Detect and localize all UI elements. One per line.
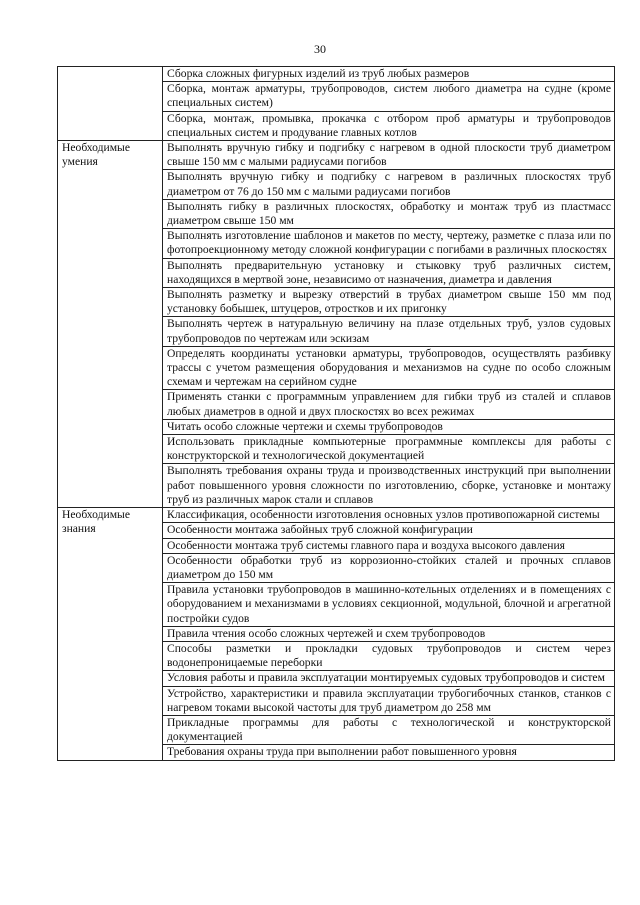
- requirement-item: Прикладные программы для работы с технологической и конструкторской документацией: [163, 715, 615, 744]
- page-number: 30: [314, 42, 326, 56]
- requirement-item: Выполнять предварительную установку и стыковку труб различных систем, находящихся в мертвой зоне, независимо от назначения, диаметра и давления: [163, 258, 615, 287]
- requirement-item: Выполнять чертеж в натуральную величину на плазе отдельных труб, узлов судовых трубопроводов по чертежам или эскизам: [163, 317, 615, 346]
- requirement-item: Требования охраны труда при выполнении работ повышенного уровня: [163, 745, 615, 760]
- requirement-item: Выполнять вручную гибку и подгибку с нагревом в одной плоскости труб диаметром свыше 150 мм с малыми радиусами погибов: [163, 141, 615, 170]
- requirement-item: Сборка, монтаж, промывка, прокачка с отбором проб арматуры и трубопроводов специальных систем и продувание главных котлов: [163, 111, 615, 140]
- table-row: [58, 67, 615, 82]
- section-label: Необходимые умения: [58, 141, 163, 508]
- requirement-item: Использовать прикладные компьютерные программные комплексы для работы с конструкторской и технологической документацией: [163, 435, 615, 464]
- requirement-item: Правила установки трубопроводов в машинно-котельных отделениях и в помещениях с оборудованием и механизмами в условиях секционной, модульной, блочной и агрегатной постройки судов: [163, 583, 615, 627]
- requirement-item: Выполнять изготовление шаблонов и макетов по месту, чертежу, разметке с плаза или по фотопроекционному методу сложной конфигурации с погибами в различных плоскостях: [163, 229, 615, 258]
- requirement-item: Устройство, характеристики и правила эксплуатации трубогибочных станков, станков с нагревом токами высокой частоты для труб диаметром до 258 мм: [163, 686, 615, 715]
- requirements-table-body: [58, 67, 615, 761]
- requirement-item: Выполнять вручную гибку и подгибку с нагревом в различных плоскостях труб диаметром от 76 до 150 мм с малыми радиусами погибов: [163, 170, 615, 199]
- requirement-item: Выполнять разметку и вырезку отверстий в трубах диаметром свыше 150 мм под установку бобышек, штуцеров, отростков и их пригонку: [163, 288, 615, 317]
- requirements-table: [57, 66, 615, 761]
- requirement-item: Классификация, особенности изготовления основных узлов противопожарной системы: [163, 508, 615, 523]
- section-label: Необходимые знания: [58, 508, 163, 760]
- requirement-item: Условия работы и правила эксплуатации монтируемых судовых трубопроводов и систем: [163, 671, 615, 686]
- requirement-item: Определять координаты установки арматуры, трубопроводов, осуществлять разбивку трассы с учетом размещения оборудования и механизмов на судне по особо сложным схемам и чертежам на серийном судне: [163, 346, 615, 390]
- table-row: [58, 141, 615, 170]
- requirement-item: Выполнять требования охраны труда и производственных инструкций при выполнении работ повышенного уровня сложности по изготовлению, сборке, установке и монтажу труб из различных марок стали и сплавов: [163, 464, 615, 508]
- table-row: [58, 508, 615, 523]
- requirement-item: Особенности монтажа забойных труб сложной конфигурации: [163, 523, 615, 538]
- requirement-item: Правила чтения особо сложных чертежей и схем трубопроводов: [163, 626, 615, 641]
- requirement-item: Сборка сложных фигурных изделий из труб любых размеров: [163, 67, 615, 82]
- requirement-item: Выполнять гибку в различных плоскостях, обработку и монтаж труб из пластмасс диаметром свыше 150 мм: [163, 199, 615, 228]
- requirement-item: Читать особо сложные чертежи и схемы трубопроводов: [163, 419, 615, 434]
- requirement-item: Сборка, монтаж арматуры, трубопроводов, систем любого диаметра на судне (кроме специальных систем): [163, 82, 615, 111]
- requirement-item: Особенности монтажа труб системы главного пара и воздуха высокого давления: [163, 538, 615, 553]
- requirement-item: Применять станки с программным управлением для гибки труб из сталей и сплавов любых диаметров в одной и двух плоскостях во всех режимах: [163, 390, 615, 419]
- requirement-item: Особенности обработки труб из коррозионно-стойких сталей и прочных сплавов диаметром до 150 мм: [163, 553, 615, 582]
- requirement-item: Способы разметки и прокладки судовых трубопроводов и систем через водонепроницаемые переборки: [163, 641, 615, 670]
- section-label: [58, 67, 163, 141]
